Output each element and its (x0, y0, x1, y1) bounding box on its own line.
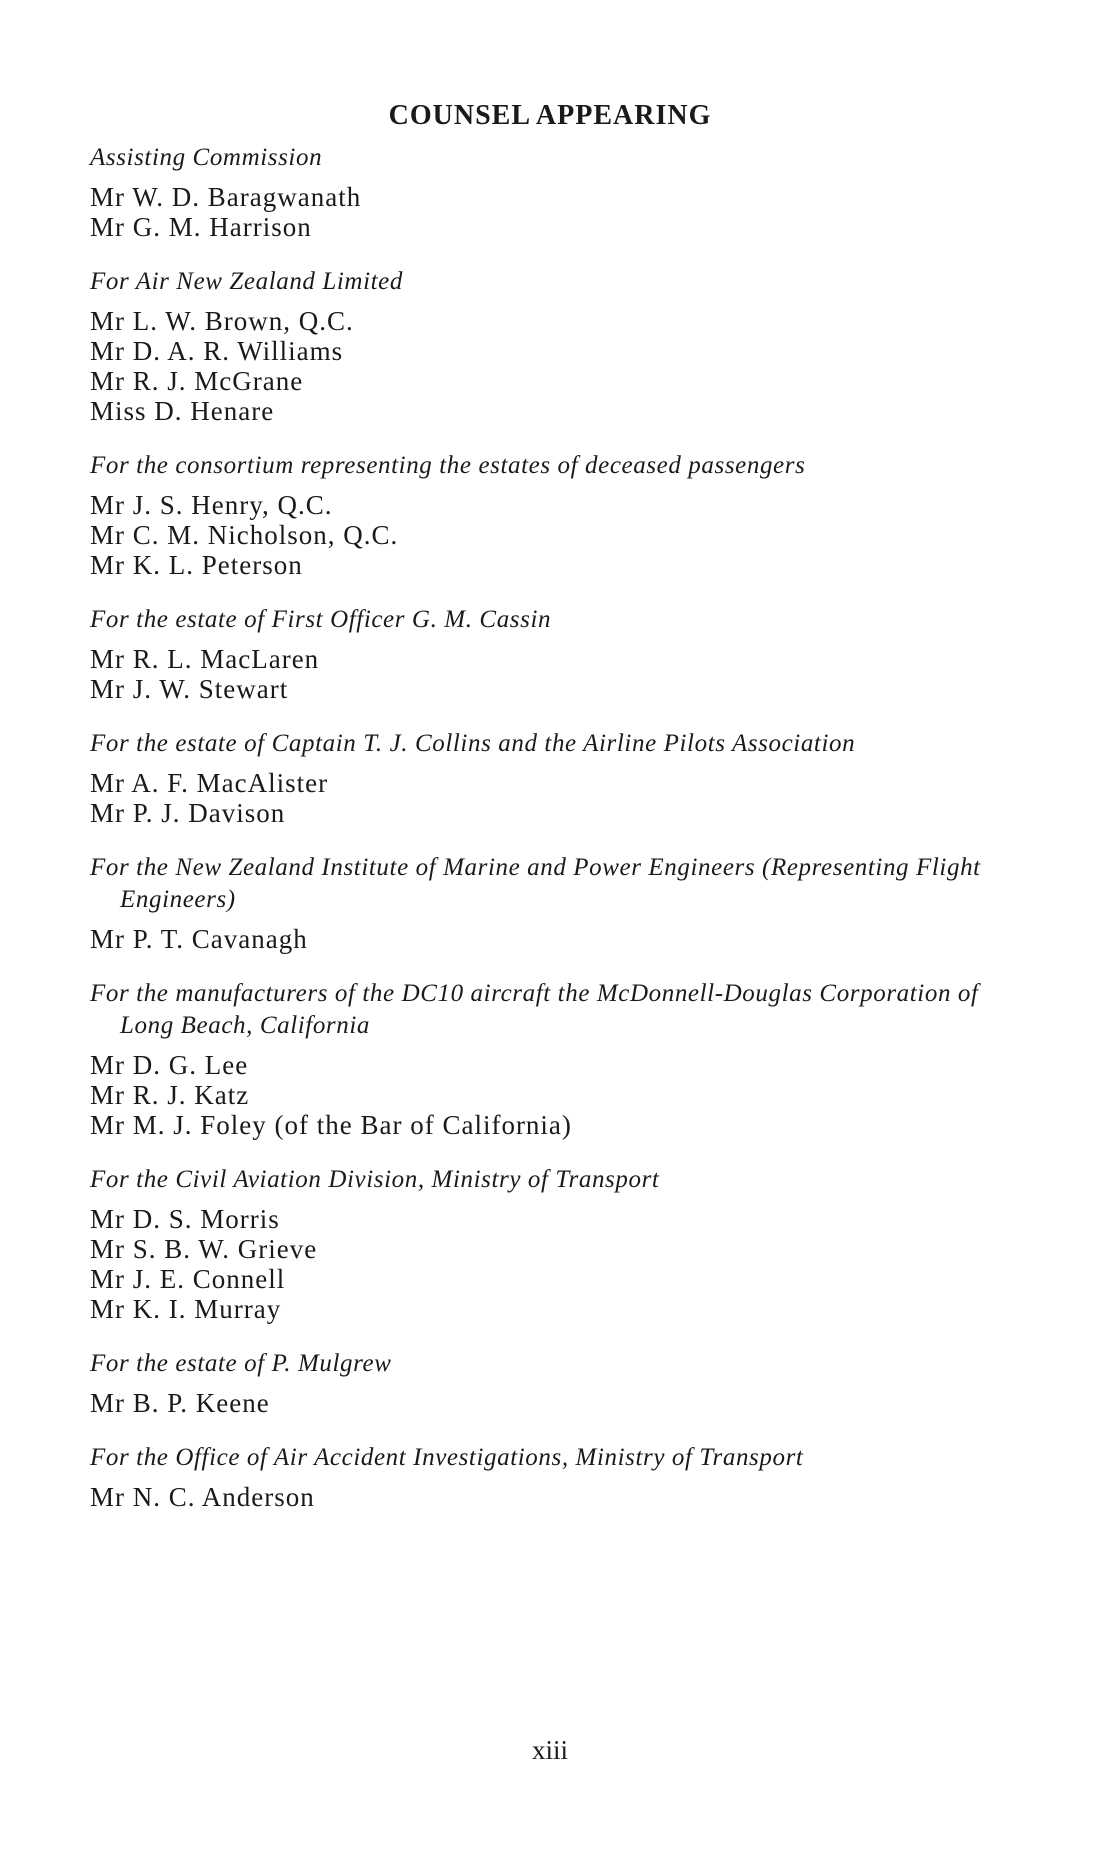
counsel-name: Mr R. L. MacLaren (90, 644, 320, 674)
counsel-name: Mr M. J. Foley (of the Bar of California) (90, 1110, 572, 1140)
counsel-section (90, 1348, 1020, 1418)
counsel-names (90, 644, 1020, 704)
counsel-names (90, 768, 1020, 828)
counsel-section (90, 1164, 1020, 1324)
counsel-name: Mr L. W. Brown, Q.C. (90, 306, 354, 336)
counsel-names (90, 306, 1020, 426)
page-number: xiii (531, 1735, 568, 1765)
counsel-names (90, 182, 1020, 242)
counsel-section (90, 266, 1020, 426)
counsel-name: Mr J. W. Stewart (90, 674, 289, 704)
counsel-section (90, 450, 1020, 580)
counsel-names (90, 924, 1020, 954)
section-heading: For the estate of Captain T. J. Collins and the Airline Pilots Association (90, 730, 856, 757)
counsel-name: Mr G. M. Harrison (90, 212, 312, 242)
counsel-section (90, 1442, 1020, 1512)
counsel-section (90, 604, 1020, 704)
counsel-name: Mr P. J. Davison (90, 798, 286, 828)
counsel-name: Mr D. S. Morris (90, 1204, 280, 1234)
counsel-name: Mr C. M. Nicholson, Q.C. (90, 520, 399, 550)
section-heading: For the Civil Aviation Division, Ministry of Transport (90, 1166, 660, 1193)
section-heading: For the estate of First Officer G. M. Cassin (90, 606, 552, 633)
counsel-name: Mr K. I. Murray (90, 1294, 282, 1324)
section-heading: Assisting Commission (90, 144, 323, 171)
counsel-names (90, 1204, 1020, 1324)
counsel-name: Mr P. T. Cavanagh (90, 924, 308, 954)
counsel-name: Mr D. A. R. Williams (90, 336, 344, 366)
section-heading: For the New Zealand Institute of Marine and Power Engineers (Representing Flight Engineers) (90, 854, 981, 913)
counsel-section (90, 728, 1020, 828)
counsel-name: Mr B. P. Keene (90, 1388, 270, 1418)
counsel-name: Mr K. L. Peterson (90, 550, 303, 580)
section-heading: For the manufacturers of the DC10 aircraft the McDonnell-Douglas Corporation of Long Beach, California (90, 980, 979, 1039)
counsel-names (90, 1388, 1020, 1418)
counsel-name: Mr A. F. MacAlister (90, 768, 329, 798)
counsel-section (90, 852, 1020, 954)
counsel-section (90, 978, 1020, 1140)
counsel-section (90, 142, 1020, 242)
counsel-name: Mr R. J. McGrane (90, 366, 304, 396)
page-title: COUNSEL APPEARING (388, 100, 712, 131)
section-heading: For Air New Zealand Limited (90, 268, 403, 295)
section-heading: For the estate of P. Mulgrew (90, 1350, 392, 1377)
counsel-name: Mr R. J. Katz (90, 1080, 250, 1110)
counsel-name: Mr D. G. Lee (90, 1050, 249, 1080)
counsel-name: Mr N. C. Anderson (90, 1482, 315, 1512)
counsel-name: Miss D. Henare (90, 396, 275, 426)
section-heading: For the consortium representing the estates of deceased passengers (90, 452, 806, 479)
counsel-names (90, 490, 1020, 580)
counsel-name: Mr S. B. W. Grieve (90, 1234, 318, 1264)
counsel-name: Mr J. S. Henry, Q.C. (90, 490, 333, 520)
section-heading: For the Office of Air Accident Investigations, Ministry of Transport (90, 1444, 804, 1471)
counsel-names (90, 1050, 1020, 1140)
counsel-list (90, 142, 1020, 1536)
counsel-name: Mr J. E. Connell (90, 1264, 286, 1294)
counsel-name: Mr W. D. Baragwanath (90, 182, 362, 212)
counsel-names (90, 1482, 1020, 1512)
